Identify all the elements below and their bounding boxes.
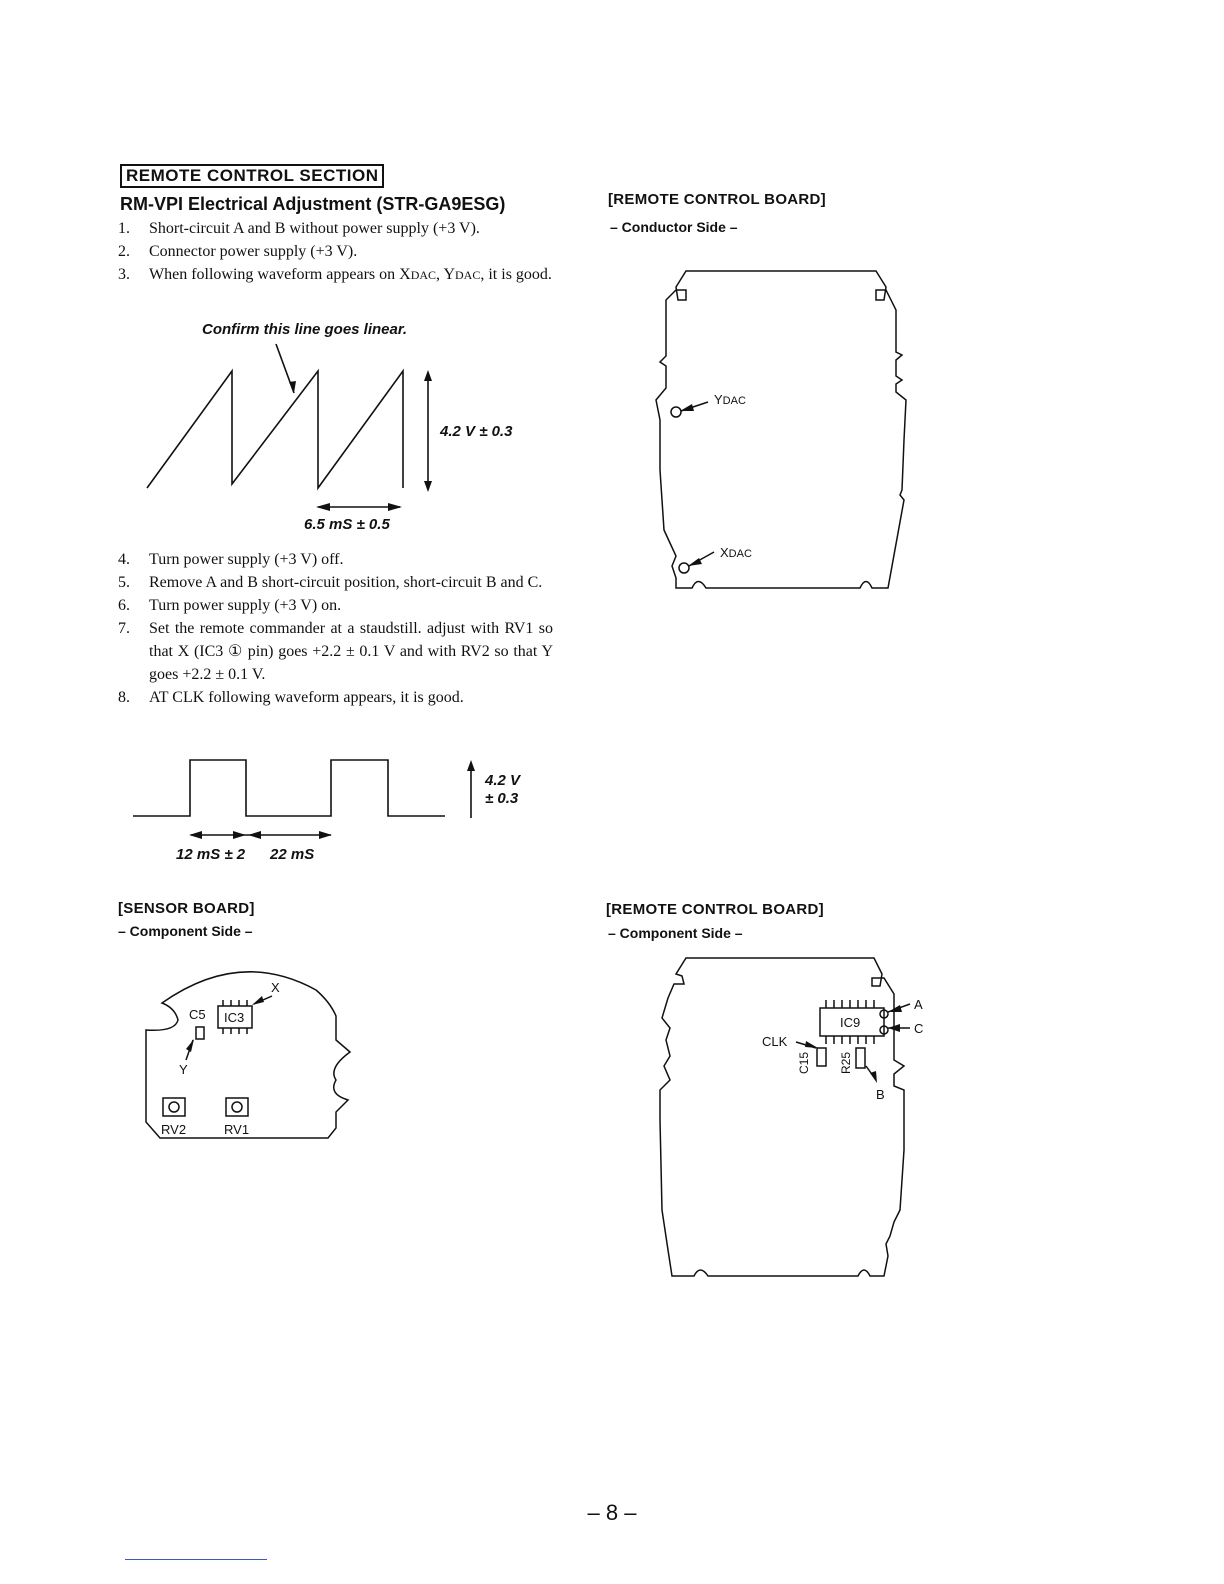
square-tolerance-label: ± 0.3 — [485, 790, 519, 807]
sensor-rv1-label: RV1 — [224, 1122, 250, 1137]
component-clk-label: CLK — [762, 1034, 788, 1049]
ydac-label: YDAC — [714, 392, 746, 407]
step-number: 1. — [118, 220, 130, 237]
square-amplitude-label: 4.2 V — [485, 772, 521, 789]
step-number: 3. — [118, 266, 130, 283]
step-text: Turn power supply (+3 V) on. — [149, 597, 342, 614]
sensor-rv2-label: RV2 — [161, 1122, 187, 1137]
sawtooth-caption: Confirm this line goes linear. — [202, 321, 408, 338]
step-text: Short-circuit A and B without power supply (+3 V). — [149, 220, 480, 237]
square-pulse-label: 12 mS ± 2 — [176, 846, 246, 863]
c15-outline — [817, 1048, 826, 1066]
sawtooth-period-label: 6.5 mS ± 0.5 — [304, 516, 390, 533]
adjustment-title: RM-VPI Electrical Adjustment (STR-GA9ESG) — [120, 194, 506, 214]
step-text: When following waveform appears on XDAC, YDAC, it is good. — [149, 266, 552, 283]
step-number: 8. — [118, 689, 130, 706]
step-number: 5. — [118, 574, 130, 591]
component-b-label: B — [876, 1087, 885, 1102]
step-text: AT CLK following waveform appears, it is good. — [149, 689, 464, 706]
conductor-board-subheading: – Conductor Side – — [610, 219, 738, 235]
step-text: Connector power supply (+3 V). — [149, 243, 358, 260]
square-period-label: 22 mS — [270, 846, 315, 863]
step-text: Turn power supply (+3 V) off. — [149, 551, 344, 568]
component-board-heading: [REMOTE CONTROL BOARD] — [606, 901, 824, 918]
component-c-label: C — [914, 1021, 924, 1036]
component-board-outline — [660, 958, 904, 1276]
step-number: 7. — [118, 620, 130, 637]
component-board-subheading: – Component Side – — [608, 925, 743, 941]
step-number: 6. — [118, 597, 130, 614]
xdac-label: XDAC — [720, 545, 752, 560]
component-r25-label: R25 — [839, 1051, 853, 1074]
sensor-x-label: X — [271, 980, 280, 995]
step-number: 2. — [118, 243, 130, 260]
sensor-ic3-label: IC3 — [224, 1010, 245, 1025]
step-text: Remove A and B short-circuit position, short-circuit B and C. — [149, 574, 543, 591]
page-number: – 8 – — [587, 1500, 637, 1525]
step-number: 4. — [118, 551, 130, 568]
component-c15-label: C15 — [797, 1051, 811, 1074]
sawtooth-amplitude-label: 4.2 V ± 0.3 — [440, 423, 513, 440]
conductor-board-heading: [REMOTE CONTROL BOARD] — [608, 191, 826, 208]
component-ic9-label: IC9 — [840, 1015, 861, 1030]
sensor-board-heading: [SENSOR BOARD] — [118, 900, 255, 917]
step-text: Set the remote commander at a staudstill. adjust with RV1 so that X (IC3 ① pin) goes +2.2 ± 0.1 V and with RV2 so that Y goes +2.2 ± 0.1 V. — [149, 620, 553, 683]
sensor-c5-label: C5 — [189, 1007, 206, 1022]
component-a-label: A — [914, 997, 923, 1012]
r25-outline — [856, 1048, 865, 1068]
section-label: REMOTE CONTROL SECTION — [120, 164, 384, 188]
sensor-board-subheading: – Component Side – — [118, 923, 253, 939]
footer-divider — [125, 1559, 267, 1560]
sensor-y-label: Y — [179, 1062, 188, 1077]
